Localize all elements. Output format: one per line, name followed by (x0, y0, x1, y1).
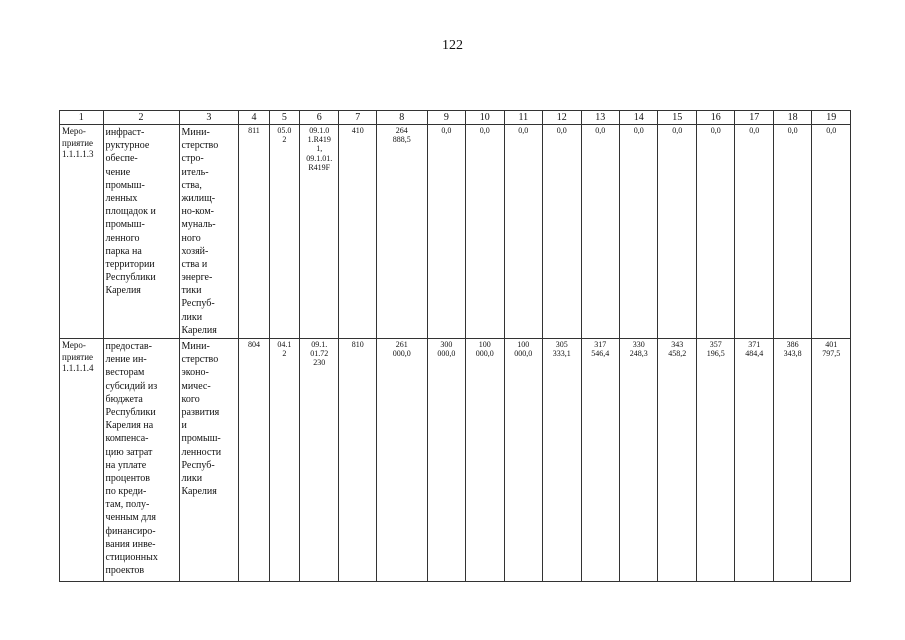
column-header: 12 (543, 111, 581, 125)
column-header: 4 (239, 111, 269, 125)
column-header: 10 (466, 111, 504, 125)
year-value: 0,0 (504, 125, 542, 339)
year-value: 357 196,5 (696, 339, 734, 582)
col-7-value: 810 (339, 339, 376, 582)
column-header: 9 (427, 111, 465, 125)
column-header: 8 (376, 111, 427, 125)
year-value: 300 000,0 (427, 339, 465, 582)
year-value: 0,0 (427, 125, 465, 339)
col-4-value: 811 (239, 125, 269, 339)
column-header: 5 (269, 111, 299, 125)
year-value: 0,0 (735, 125, 773, 339)
page-number: 122 (442, 38, 463, 53)
column-header: 19 (812, 111, 851, 125)
table-row (60, 339, 851, 582)
year-value: 0,0 (696, 125, 734, 339)
row-label: Меро- приятие 1.1.1.1.4 (60, 339, 104, 582)
col-6-value: 09.1. 01.72 230 (300, 339, 339, 582)
year-value: 401 797,5 (812, 339, 851, 582)
column-header: 11 (504, 111, 542, 125)
column-header: 16 (696, 111, 734, 125)
col-6-value: 09.1.0 1.R419 1, 09.1.01. R419F (300, 125, 339, 339)
year-value: 0,0 (773, 125, 811, 339)
column-header: 14 (620, 111, 658, 125)
column-header: 18 (773, 111, 811, 125)
year-value: 371 484,4 (735, 339, 773, 582)
year-value: 386 343,8 (773, 339, 811, 582)
year-value: 0,0 (466, 125, 504, 339)
col-5-value: 05.0 2 (269, 125, 299, 339)
year-value: 330 248,3 (620, 339, 658, 582)
year-value: 305 333,1 (543, 339, 581, 582)
col-4-value: 804 (239, 339, 269, 582)
table-row (60, 125, 851, 339)
year-value: 264 888,5 (376, 125, 427, 339)
column-header: 7 (339, 111, 376, 125)
column-header: 3 (179, 111, 239, 125)
column-header: 1 (60, 111, 104, 125)
column-header: 13 (581, 111, 619, 125)
responsible-executor: Мини- стерство эконо- мичес- кого развития и промыш- ленности Респуб- лики Карелия (179, 339, 239, 582)
activity-name: предостав- ление ин- весторам субсидий из бюджета Республики Карелия на компенса- цию затрат на уплате процентов по креди- там, полу- ченным для финансиро- вания инве- стиционных проектов (103, 339, 179, 582)
year-value: 0,0 (543, 125, 581, 339)
budget-table (59, 110, 851, 582)
row-label: Меро- приятие 1.1.1.1.3 (60, 125, 104, 339)
column-header: 15 (658, 111, 696, 125)
year-value: 261 000,0 (376, 339, 427, 582)
year-value: 343 458,2 (658, 339, 696, 582)
col-7-value: 410 (339, 125, 376, 339)
year-value: 0,0 (581, 125, 619, 339)
column-header: 6 (300, 111, 339, 125)
year-value: 100 000,0 (504, 339, 542, 582)
column-header: 17 (735, 111, 773, 125)
activity-name: инфраст- руктурное обеспе- чение промыш- ленных площадок и промыш- ленного парка на территории Республики Карелия (103, 125, 179, 339)
col-5-value: 04.1 2 (269, 339, 299, 582)
column-header: 2 (103, 111, 179, 125)
responsible-executor: Мини- стерство стро- итель- ства, жилищ- но-ком- муналь- ного хозяй- ства и энерге- тики Респуб- лики Карелия (179, 125, 239, 339)
year-value: 0,0 (658, 125, 696, 339)
year-value: 0,0 (620, 125, 658, 339)
year-value: 317 546,4 (581, 339, 619, 582)
year-value: 100 000,0 (466, 339, 504, 582)
table-header-row (60, 111, 851, 125)
year-value: 0,0 (812, 125, 851, 339)
